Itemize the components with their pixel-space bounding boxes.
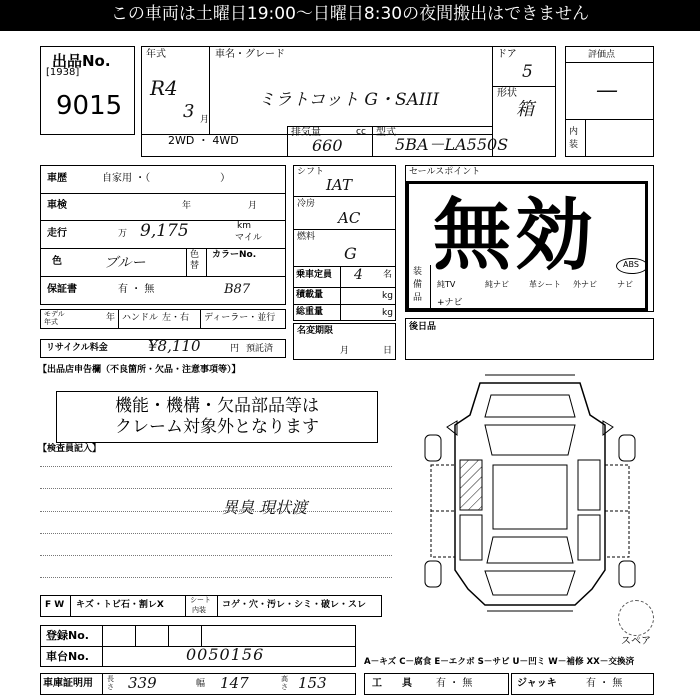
month-value: 3 [183,101,195,122]
year-value: R4 [150,76,178,100]
chassis-value: 0050156 [186,645,265,664]
equip-item-tv: 純TV [437,280,456,289]
damage-interior: 内装 [192,606,206,614]
score-label: 評価点 [588,50,616,60]
recycle-yen: 円 [230,344,240,354]
load-unit: kg [382,291,393,301]
abs-label: ABS [623,260,639,269]
lot-label: 出品No. [52,52,111,70]
shape-label: 形状 [497,88,517,99]
damage-fw-text: キズ・トビ石・割レX [76,600,164,610]
score-value: — [596,78,618,103]
rename-month: 月 [340,346,350,356]
disp-unit: cc [356,127,366,137]
damage-seat: シート [190,596,211,604]
jack-label: ジャッキ [517,678,557,689]
spare-label: スペア [621,636,651,647]
notice-line2: クレーム対象外となります [115,417,319,437]
car-diagram [405,365,655,615]
weight-label: 総重量 [296,307,324,317]
cert-len-value: 339 [128,674,157,692]
name-value: ミラトコット G・SAIII [258,90,440,110]
disp-label: 排気量 [291,127,321,138]
shift-value: IAT [326,176,352,194]
sales-label: セールスポイント [409,167,481,177]
damage-fw: F W [45,600,65,610]
month-unit: 月 [200,115,210,125]
cert-wid-label: 幅 [196,679,206,689]
notice-line1: 機能・機構・欠品部品等は [115,396,319,416]
cert-wid-value: 147 [220,674,249,692]
handle-value: 左・右 [162,313,190,323]
mileage-value: 9,175 [140,221,189,241]
equip-item-extnavi: 外ナビ [573,280,597,289]
year-label: 年式 [146,49,166,60]
mileage-man: 万 [118,229,128,239]
remarks-label: 【出品店申告欄（不良箇所・欠品・注意事項等）】 [38,365,241,375]
reki-value: 自家用 ・（ ） [102,173,231,184]
lot-number: 9015 [56,91,123,121]
color-value: ブルー [104,255,146,271]
cert-len-label: 長さ [107,675,114,691]
warranty-value: 有 ・ 無 [118,284,155,295]
damage-legend: A－キズ C－腐食 E－エクボ S－サビ U－凹ミ W－補修 XX－交換済 [364,657,635,667]
rename-label: 名変期限 [297,326,334,336]
inspection-year: 年 [182,201,192,211]
shift-label: シフト [297,167,325,177]
inspection-month: 月 [248,201,258,211]
lot-sub: [1938] [46,67,80,78]
recycle-label: リサイクル料金 [46,343,108,353]
handle-label: ハンドル [122,313,159,323]
mileage-km: km [237,221,251,231]
fuel-label: 燃料 [297,232,316,242]
inspection-label: 車検 [47,200,67,211]
color-label: 色 [52,256,62,267]
fuel-value: G [344,244,357,263]
drive-value: 2WD ・ 4WD [168,134,239,147]
name-label: 車名・グレード [215,49,285,60]
rename-day: 日 [383,346,393,356]
cert-hei-label: 高さ [281,675,288,691]
repaint-label: 色替 [190,250,200,271]
weight-unit: kg [382,308,393,318]
jack-value: 有 ・ 無 [586,678,623,689]
dealer-label: ディーラー・並行 [204,313,276,323]
capacity-label: 乗車定員 [296,270,333,280]
ac-value: AC [338,209,361,227]
void-stamp: 無効 [433,191,598,281]
warranty-label: 保証書 [47,284,77,295]
capacity-value: 4 [354,267,363,283]
model-value: 5BA－LA550S [395,135,509,154]
model-label: 型式 [376,127,396,138]
model-year-unit: 年 [106,313,116,323]
damage-seat-text: コゲ・穴・汚レ・シミ・破レ・スレ [222,600,367,610]
equip-item-leather: 革シート [529,280,561,289]
cert-hei-value: 153 [298,674,327,692]
ac-label: 冷房 [297,199,316,209]
recycle-deposit: 預託済 [246,344,274,354]
door-value: 5 [522,62,533,82]
model-year-label: モデル年式 [44,310,65,326]
recycle-value: ¥8,110 [148,337,201,355]
equip-label: 装備品 [413,267,423,303]
after-box [405,318,654,360]
reg-label: 登録No. [46,629,89,642]
shape-value: 箱 [516,99,534,120]
colorno-value: B87 [224,282,251,297]
mileage-mile: マイル [235,233,262,243]
load-label: 積載量 [296,290,324,300]
inspector-label: 【検査員記入】 [38,444,102,454]
chassis-label: 車台No. [46,650,89,663]
banner-text: この車両は土曜日19:00～日曜日8:30の夜間搬出はできません [110,4,590,24]
mileage-label: 走行 [47,228,67,239]
tools-value: 有 ・ 無 [436,678,473,689]
disp-value: 660 [312,136,343,155]
interior-label: 内装 [569,127,579,150]
equip-item-navi2: ナビ [617,280,633,289]
sales-mark: +ナビ [437,298,463,308]
inspector-note: 異臭 現状渡 [222,498,308,517]
door-label: ドア [497,49,517,60]
after-label: 後日品 [409,322,437,332]
equip-item-navi: 純ナビ [485,280,509,289]
cert-label: 車庫証明用 [43,678,93,689]
capacity-unit: 名 [383,270,393,280]
reki-label: 車歴 [47,173,67,184]
tools-label: 工 具 [372,678,412,689]
colorno-label: カラーNo. [212,250,257,260]
